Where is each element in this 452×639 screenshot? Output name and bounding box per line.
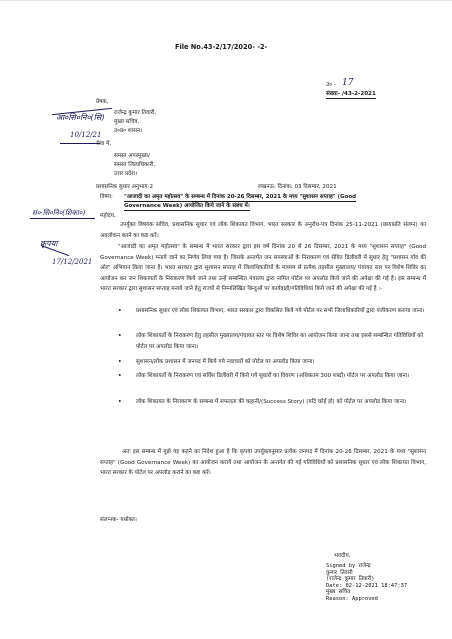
bullet-icon: • bbox=[118, 399, 122, 405]
reference-number: संख्या- /43-2-2021 bbox=[326, 91, 376, 97]
letter-date: लखनऊ: दिनांक: 03 दिसम्बर, 2021 bbox=[258, 184, 337, 190]
bullet-icon: • bbox=[118, 333, 122, 339]
digital-signature bbox=[326, 563, 436, 603]
yours-faithfully: भवदीय, bbox=[334, 553, 351, 559]
bullet-icon: • bbox=[118, 359, 122, 365]
signer-designation: मुख्य सचिव bbox=[326, 589, 351, 596]
recipient-line2: समस्त जिलाधिकारी, bbox=[114, 162, 156, 168]
handwritten-side-note: सं०-सि०नि०(शिका०) bbox=[32, 209, 86, 217]
subject-line2: Governance Week) आयोजित किये जाने के संबंध में। bbox=[124, 203, 250, 209]
recipient-line3: उत्तर प्रदेश। bbox=[114, 171, 138, 177]
ink-stroke bbox=[60, 143, 100, 144]
signed-by: Signed by राजेन्द्र bbox=[326, 563, 371, 569]
reference-prefix: उ० - bbox=[326, 82, 336, 88]
subject-label: विषय: bbox=[100, 194, 113, 200]
ink-stroke bbox=[30, 218, 95, 219]
handwritten-lower-left-2: 17/12/2021 bbox=[52, 258, 93, 266]
handwritten-top-left: आ०सि०नि०(सि) bbox=[56, 113, 105, 122]
handwritten-lower-left-1: कृपया bbox=[40, 239, 58, 248]
sender-designation: मुख्य सचिव, bbox=[114, 119, 140, 125]
list-item: • लोक शिकायतों के निराकरण एवं सर्विस डिलीवरी में किये गये सुधारों का विवरण (अधिकतम 300 शब्दों) पोर्टल पर अपलोड किया जाना। bbox=[118, 371, 426, 382]
list-item: • लोक शिकायतों के निराकरण हेतु तहसील मुख्यालय/पंचायत स्तर पर विशेष शिविर का आयोजन किया जाना तथा इससे सम्बन्धित गतिविधियों को पोर्टल पर अपलोड किया जाना। bbox=[118, 333, 424, 350]
signer-name-paren: (राजेन्द्र कुमार तिवारी) bbox=[326, 576, 375, 583]
recipient-line1: समस्त अपरमुख्य/ bbox=[114, 153, 150, 159]
enclosure: संलग्नक- यथोक्त। bbox=[100, 517, 137, 523]
bullet-icon: • bbox=[118, 308, 122, 314]
list-item: • प्रशासनिक सुधार एवं लोक शिकायत विभाग, भारत सरकार द्वारा विकसित किये गये पोर्टल पर सभी जिलाधिकारियों द्वारा पंजीकरण कराया जाना। bbox=[118, 306, 426, 317]
recipient-label: सेवा में, bbox=[96, 141, 112, 147]
signature-date: Date: 02-12-2021 18:47:37 bbox=[326, 582, 408, 589]
section-name: प्रशासनिक सुधार अनुभाग-2 bbox=[96, 184, 154, 190]
intro-paragraph: उपर्युक्त विषयक सचिव, प्रशासनिक सुधार एवं लोक शिकायत विभाग, भारत सरकार के अनुरोध-पत्र दिनांक 25-11-2021 (छायाप्रति संलग्न) का अवलोकन करने का कष्ट करें। bbox=[100, 222, 426, 239]
scan-edge bbox=[0, 0, 452, 1]
list-item: • लोक शिकायत के निराकरण के सम्बन्ध में सफलता की कहानी/(Success Story) (यदि कोई हो) को पोर्टल पर अपलोड किया जाना। bbox=[118, 397, 426, 408]
sender-name: राजेन्द्र कुमार तिवारी, bbox=[114, 110, 157, 116]
sender-state: उ०प्र० शासन। bbox=[114, 128, 143, 134]
main-paragraph: "आजादी का अमृत महोत्सव" के सम्बन्ध में भारत सरकार द्वारा इस वर्ष दिनांक 20 से 26 दिसम्बर, 2021 के मध्य "सुशासन सप्ताह" (Good Governance Week) मनाये जाने का निर्णय लिया गया है। जिसके अन्तर्गत जन समस्याओं के निराकरण एवं सेवित डिलीवरी में सुधार हेतु "प्रशासन गाँव की ओर" अभियान किया जाना है। भारत सरकार द्वारा सुशासन सप्ताह में जिलाधिकारियों के माध्यम से प्रत्येक तहसील मुख्यालय/ पंचायत स्तर पर विशेष शिविर का आयोजन कर जन शिकायतों के निराकरण किये जाने तथा उन्हें सम्बन्धित मंत्रालय द्वारा नामित पोर्टल पर अपलोड किये जाने की अपेक्षा की गई है। इस सम्बन्ध में भारत सरकार द्वारा सुशासन सप्ताह मनाये जाने हेतु राज्यों से निम्नलिखित बिन्दुओं पर कार्यवाही/गतिविधियां किये जाने की अपेक्षा की गई है :- bbox=[100, 244, 426, 293]
closing-paragraph: अतः इस सम्बन्ध में मुझे यह कहने का निदेश हुआ है कि कृपया उपर्युक्तानुसार प्रत्येक जनपद में दिनांक 20-26 दिसम्बर, 2021 के मध्य "सुशासन सप्ताह" (Good Governance Week) का आयोजन करायें तथा आयोजन के अन्तर्गत की गई गतिविधियों को प्रशासनिक सुधार एवं लोक शिकायत विभाग, भारत सरकार के पोर्टल पर अपलोड कराने का कष्ट करें। bbox=[100, 449, 426, 477]
salutation: महोदय, bbox=[100, 213, 116, 219]
handwritten-top-left-date: 10/12/21 bbox=[70, 131, 102, 139]
reference-handwritten: 17 bbox=[342, 78, 354, 88]
sender-label: प्रेषक, bbox=[96, 99, 109, 105]
signer-name: कुमार तिवारी bbox=[326, 569, 353, 576]
signature-reason: Reason: Approved bbox=[326, 595, 378, 602]
file-number: File No.43-2/17/2020- -2- bbox=[175, 43, 268, 51]
list-item: • सुशासन/लोक प्रशासन में जनपद में किये गये नवाचारों को पोर्टल पर अपलोड किया जाना। bbox=[118, 357, 426, 368]
subject-line1: "आजादी का अमृत महोत्सव" के सम्बन्ध में दिनांक 20-26 दिसम्बर, 2021 के मध्य "सुशासन सप्ताह" (Good bbox=[124, 194, 357, 200]
bullet-icon: • bbox=[118, 373, 122, 379]
